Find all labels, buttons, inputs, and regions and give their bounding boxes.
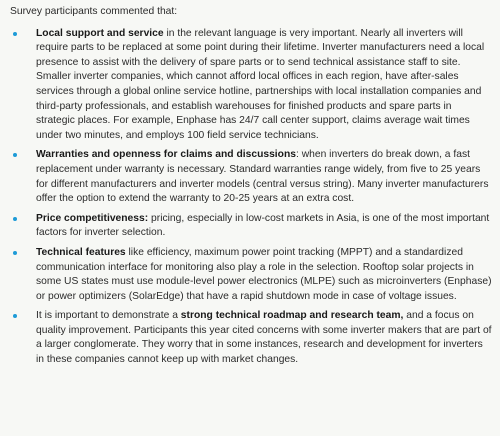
bullet-item-warranties [10, 148, 492, 206]
bullet-rest: and a focus on quality improvement. Participants this year cited concerns with some inverter makers that are part of a larger conglomerate. They worry that in some instances, research and development for inverters in these companies cannot keep up with market changes. [36, 310, 492, 366]
bullet-rest: in the relevant language is very important. Nearly all inverters will require parts to be replaced at some point during their lifetime. Inverter manufacturers need a local presence to assist with the delivery of spare parts or to send technical assistance staff to site. Smaller inverter companies, which cannot afford local offices in each region, have after-sales services through a global online service hotline, partnerships with local installation companies and third-party professionals, and establish warehouses for finished products and spare parts in strategic places. For example, Enphase has 24/7 call center support, claims average wait times under two minutes, and employs 100 field service technicians. [36, 27, 485, 141]
bullet-bold: Price competitiveness: [36, 212, 149, 224]
bullet-list [10, 27, 492, 368]
bullet-item-price [10, 212, 492, 241]
bullet-lead: It is important to demonstrate a [36, 310, 181, 322]
intro-text: Survey participants commented that: [10, 6, 178, 17]
bullet-bold: Technical features [36, 246, 126, 258]
bullet-dot-icon [13, 314, 17, 318]
bullet-bold: Local support and service [36, 27, 164, 39]
bullet-rest: pricing, especially in low-cost markets in Asia, is one of the most important factors for inverter selection. [36, 212, 490, 239]
bullet-item-technical-features [10, 246, 492, 304]
bullet-rest: : when inverters do break down, a fast replacement under warranty is necessary. Standard warranties range widely, from five to 25 years for different manufacturers and inverter models (central versus string). Many inverter manufacturers offer the option to extend the warranty to 20-25 years at an extra cost. [36, 149, 489, 205]
bullet-dot-icon [13, 32, 17, 36]
bullet-rest: like efficiency, maximum power point tracking (MPPT) and a standardized communication interface for monitoring also play a role in the selection. Rooftop solar projects in some US states must use module-level power electronics (MLPE) such as microinverters (Enphase) or power optimizers (SolarEdge) that have a rapid shutdown mode in case of voltage issues. [36, 246, 492, 302]
bullet-dot-icon [13, 217, 17, 221]
bullet-bold: Warranties and openness for claims and discussions [36, 149, 296, 161]
bullet-dot-icon [13, 251, 17, 255]
bullet-item-roadmap [10, 309, 492, 367]
bullet-bold: strong technical roadmap and research team, [180, 310, 404, 322]
bullet-dot-icon [13, 153, 17, 157]
bullet-item-local-support [10, 27, 492, 144]
